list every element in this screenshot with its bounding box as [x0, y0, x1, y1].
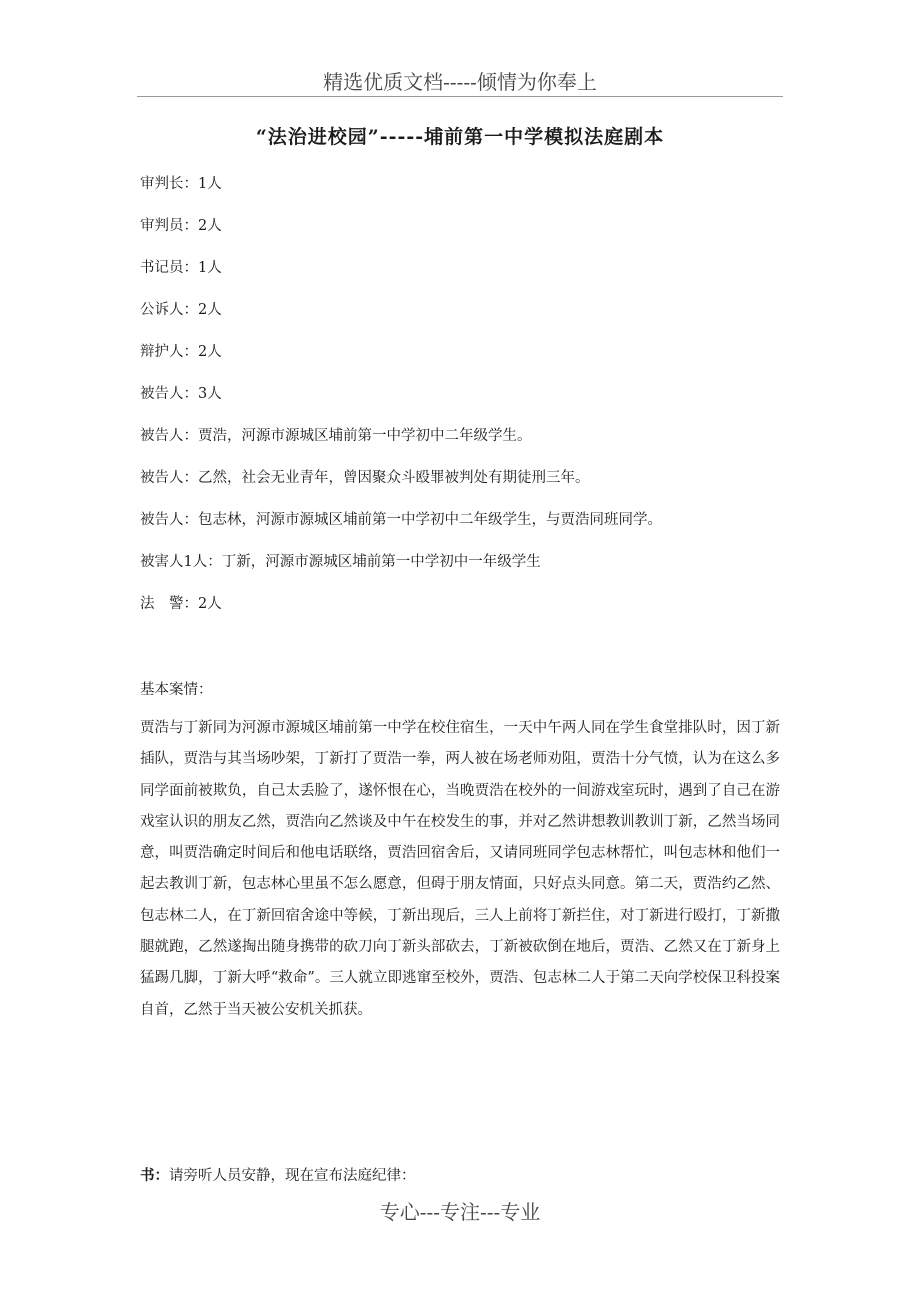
- clerk-text: 请旁听人员安静，现在宣布法庭纪律：: [169, 1168, 416, 1184]
- role-list: [140, 174, 662, 636]
- clerk-speaker: 书：: [140, 1167, 169, 1184]
- role-item: 被告人：3人: [140, 386, 222, 402]
- role-item: 审判员：2人: [140, 218, 222, 234]
- role-item: 审判长：1人: [140, 176, 222, 192]
- page-footer: 专心---专注---专业: [379, 1200, 541, 1224]
- role-item: 被害人1人：丁新，河源市源城区埔前第一中学初中一年级学生: [140, 554, 541, 570]
- document-title: “法治进校园”-----埔前第一中学模拟法庭剧本: [255, 126, 665, 148]
- role-item: 被告人：包志林，河源市源城区埔前第一中学初中二年级学生，与贾浩同班同学。: [140, 512, 662, 528]
- role-item: 被告人：贾浩，河源市源城区埔前第一中学初中二年级学生。: [140, 428, 532, 444]
- case-section-label: 基本案情：: [140, 682, 213, 698]
- role-item: 书记员：1人: [140, 260, 222, 276]
- role-item: 辩护人：2人: [140, 344, 222, 360]
- role-item: 法 警：2人: [140, 596, 222, 612]
- role-item: 被告人：乙然，社会无业青年，曾因聚众斗殴罪被判处有期徒刑三年。: [140, 470, 590, 486]
- header-divider: [137, 96, 783, 97]
- case-paragraph: 贾浩与丁新同为河源市源城区埔前第一中学在校住宿生，一天中午两人同在学生食堂排队时，因丁新插队，贾浩与其当场吵架，丁新打了贾浩一拳，两人被在场老师劝阻，贾浩十分气愤，认为在这么多同学面前被欺负，自己太丢脸了，遂怀恨在心，当晚贾浩在校外的一间游戏室玩时，遇到了自己在游戏室认识的朋友乙然，贾浩向乙然谈及中午在校发生的事，并对乙然讲想教训教训丁新，乙然当场同意，叫贾浩确定时间后和他电话联络，贾浩回宿舍后，又请同班同学包志林帮忙，叫包志林和他们一起去教训丁新，包志林心里虽不怎么愿意，但碍于朋友情面，只好点头同意。第二天，贾浩约乙然、包志林二人，在丁新回宿舍途中等候，丁新出现后，三人上前将丁新拦住，对丁新进行殴打，丁新撒腿就跑，乙然遂掏出随身携带的砍刀向丁新头部砍去，丁新被砍倒在地后，贾浩、乙然又在丁新身上猛踢几脚，丁新大呼“救命”。三人就立即逃窜至校外，贾浩、包志林二人于第二天向学校保卫科投案自首，乙然于当天被公安机关抓获。: [140, 720, 780, 1018]
- page-header: 精选优质文档-----倾情为你奉上: [323, 70, 597, 94]
- clerk-line: [140, 1164, 416, 1185]
- role-item: 公诉人：2人: [140, 302, 222, 318]
